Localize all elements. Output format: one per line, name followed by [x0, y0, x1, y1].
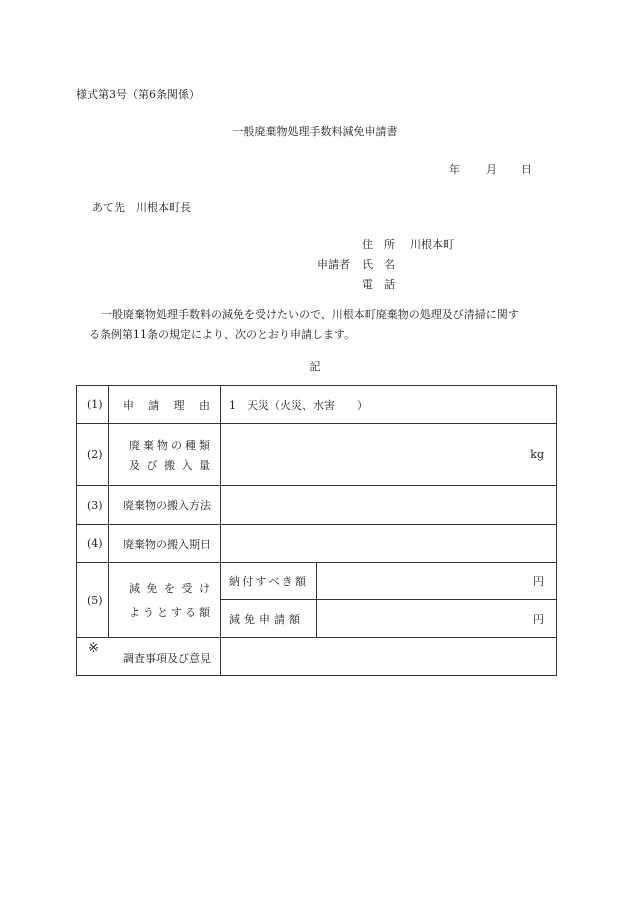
row-transport-date	[77, 525, 557, 563]
name-label: 氏 名	[362, 258, 395, 271]
row-label	[109, 386, 221, 424]
row-investigation	[77, 638, 557, 676]
payable-amount-label: 納 付 す べ き 額	[221, 563, 317, 600]
unit-yen: 円	[533, 612, 544, 626]
form-number: 様式第3号（第6条関係）	[76, 88, 200, 101]
label-line2: よ う と す る 額	[129, 606, 210, 619]
reduction-request-field[interactable]	[317, 600, 557, 638]
row-number: (3)	[77, 486, 109, 525]
row-number: (1)	[77, 386, 109, 424]
transport-date-field[interactable]	[221, 525, 557, 563]
reason-value[interactable]: 1 天災（火災、水害 ）	[221, 386, 557, 424]
ki-marker: 記	[309, 360, 321, 373]
row-label	[109, 563, 221, 638]
recipient-name: 川根本町長	[136, 201, 191, 214]
phone-label: 電 話	[362, 278, 395, 291]
row-number: (2)	[77, 424, 109, 486]
investigation-field[interactable]	[221, 638, 557, 676]
body-text-line2: る条例第11条の規定により、次のとおり申請します。	[89, 328, 356, 341]
reduction-request-label: 減 免 申 請 額	[221, 600, 317, 638]
reference-mark: ※	[88, 641, 99, 656]
row-number: (4)	[77, 525, 109, 563]
date-month: 月	[486, 163, 497, 176]
address-label: 住 所	[362, 238, 395, 251]
body-text-line1: 一般廃棄物処理手数料の減免を受けたいので、川根本町廃棄物の処理及び清掃に関す	[101, 308, 519, 321]
investigation-label-cell	[77, 638, 221, 676]
unit-yen: 円	[533, 575, 544, 588]
row-label: 廃棄物の搬入方法	[109, 486, 221, 525]
date-day: 日	[521, 163, 532, 176]
application-table	[76, 385, 557, 676]
label-line2: 及 び 搬 入 量	[129, 458, 210, 472]
address-value: 川根本町	[410, 238, 454, 251]
date-year: 年	[449, 163, 460, 176]
row-label	[109, 424, 221, 486]
waste-amount-field[interactable]	[221, 424, 557, 486]
row-label: 調査事項及び意見	[123, 652, 211, 665]
row-reduction-amount	[77, 563, 557, 600]
label-line1: 減 免 を 受 け	[129, 582, 210, 595]
applicant-role: 申請者	[317, 258, 350, 271]
row-waste-type	[77, 424, 557, 486]
recipient-label: あて先	[92, 201, 125, 214]
reason-label: 申 請 理 由	[123, 398, 210, 412]
unit-kg: kg	[530, 448, 544, 461]
label-line1: 廃 棄 物 の 種 類	[129, 438, 210, 452]
form-title: 一般廃棄物処理手数料減免申請書	[232, 125, 398, 138]
row-reason	[77, 386, 557, 424]
payable-amount-field[interactable]	[317, 563, 557, 600]
transport-method-field[interactable]	[221, 486, 557, 525]
row-label: 廃棄物の搬入期日	[109, 525, 221, 563]
row-transport-method	[77, 486, 557, 525]
row-number: (5)	[77, 563, 109, 638]
